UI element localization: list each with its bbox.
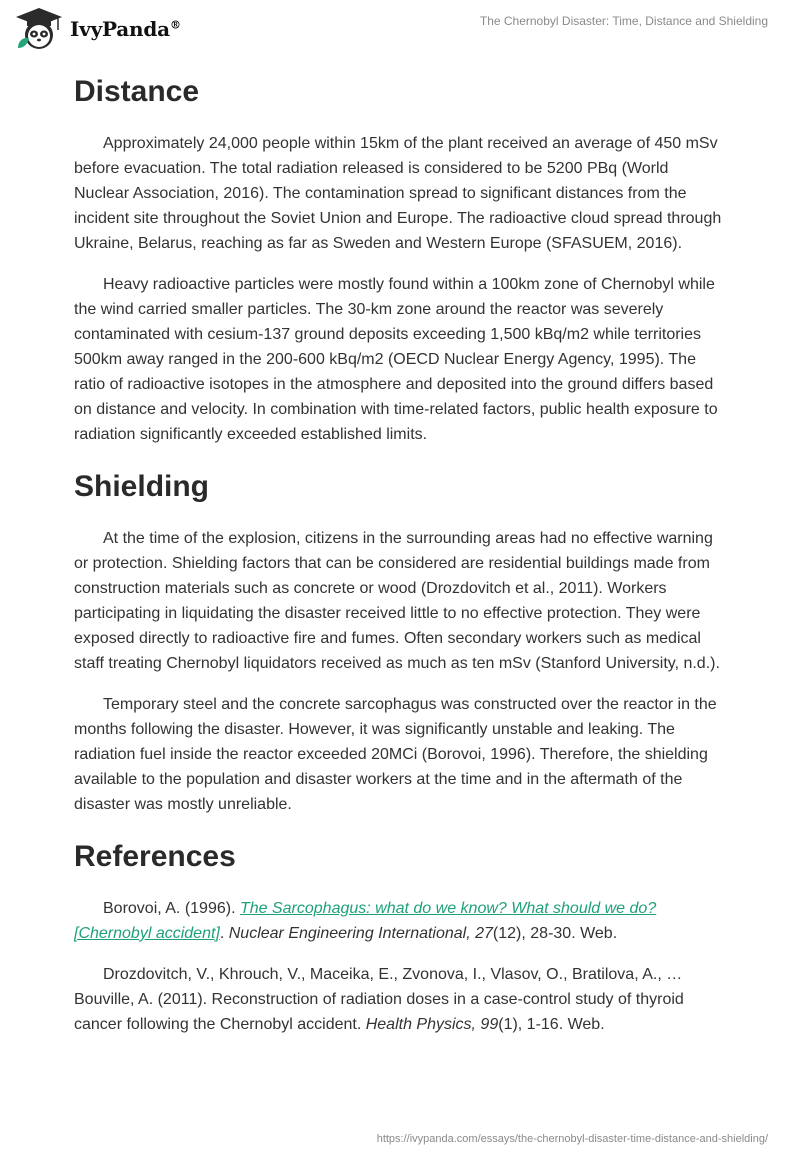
running-title: The Chernobyl Disaster: Time, Distance and Shielding	[479, 14, 768, 28]
reference-borovoi: Borovoi, A. (1996). The Sarcophagus: what do we know? What should we do? [Chernobyl accident]. Nuclear Engineering International, 27(12), 28-30. Web.	[74, 900, 657, 942]
page-header	[0, 0, 800, 60]
essay-content	[74, 70, 724, 1037]
distance-heading: Distance	[74, 75, 200, 108]
brand-logo[interactable]	[14, 6, 181, 52]
distance-paragraph-2: Heavy radioactive particles were mostly found within a 100km zone of Chernobyl while the wind carried smaller particles. The 30-km zone around the reactor was severely contaminated with cesium-137 ground deposits exceeding 1,500 kBq/m2 while territories 500km away ranged in the 200-600 kBq/m2 (OECD Nuclear Energy Agency, 1995). The ratio of radioactive isotopes in the atmosphere and deposited into the ground differs based on distance and velocity. In combination with time-related factors, public health exposure to radiation significantly exceeded established limits.	[74, 276, 718, 443]
shielding-paragraph-2: Temporary steel and the concrete sarcophagus was constructed over the reactor in the months following the disaster. However, it was significantly unstable and leaking. The radiation fuel inside the reactor exceeded 20MCi (Borovoi, 1996). Therefore, the shielding available to the population and disaster workers at the time and in the aftermath of the disaster was mostly unreliable.	[74, 696, 717, 813]
reference-author: Borovoi, A. (1996).	[103, 900, 240, 917]
source-url[interactable]: https://ivypanda.com/essays/the-chernobyl-disaster-time-distance-and-shielding/	[376, 1133, 768, 1145]
shielding-heading: Shielding	[74, 470, 209, 503]
shielding-paragraph-1: At the time of the explosion, citizens in the surrounding areas had no effective warning or protection. Shielding factors that can be considered are residential buildings made from construction materials such as concrete or wood (Drozdovitch et al., 2011). Workers participating in liquidating the disaster received little to no effective protection. They were exposed directly to radioactive fire and fumes. Often secondary workers such as medical staff treating Chernobyl liquidators received as much as ten mSv (Stanford University, n.d.).	[74, 530, 720, 672]
distance-paragraph-1: Approximately 24,000 people within 15km of the plant received an average of 450 mSv before evacuation. The total radiation released is considered to be 5200 PBq (World Nuclear Association, 2016). The contamination spread to significant distances from the incident site throughout the Soviet Union and Europe. The radioactive cloud spread through Ukraine, Belarus, reaching as far as Sweden and Western Europe (SFASUEM, 2016).	[74, 135, 722, 252]
reference-journal: Nuclear Engineering International, 27	[228, 925, 493, 942]
references-heading: References	[74, 840, 236, 873]
reference-journal: Health Physics, 99	[365, 1016, 499, 1033]
panda-logo-icon	[14, 6, 64, 52]
reference-title-link[interactable]: The Sarcophagus: what do we know? What should we do? [Chernobyl accident]	[74, 900, 657, 942]
reference-drozdovitch: Drozdovitch, V., Khrouch, V., Maceika, E., Zvonova, I., Vlasov, O., Bratilova, A., … Bouville, A. (2011). Reconstruction of radiation doses in a case-control study of thyroid cancer following the Chernobyl accident. Health Physics, 99(1), 1-16. Web.	[74, 966, 684, 1033]
brand-name: IvyPanda®	[70, 17, 181, 41]
